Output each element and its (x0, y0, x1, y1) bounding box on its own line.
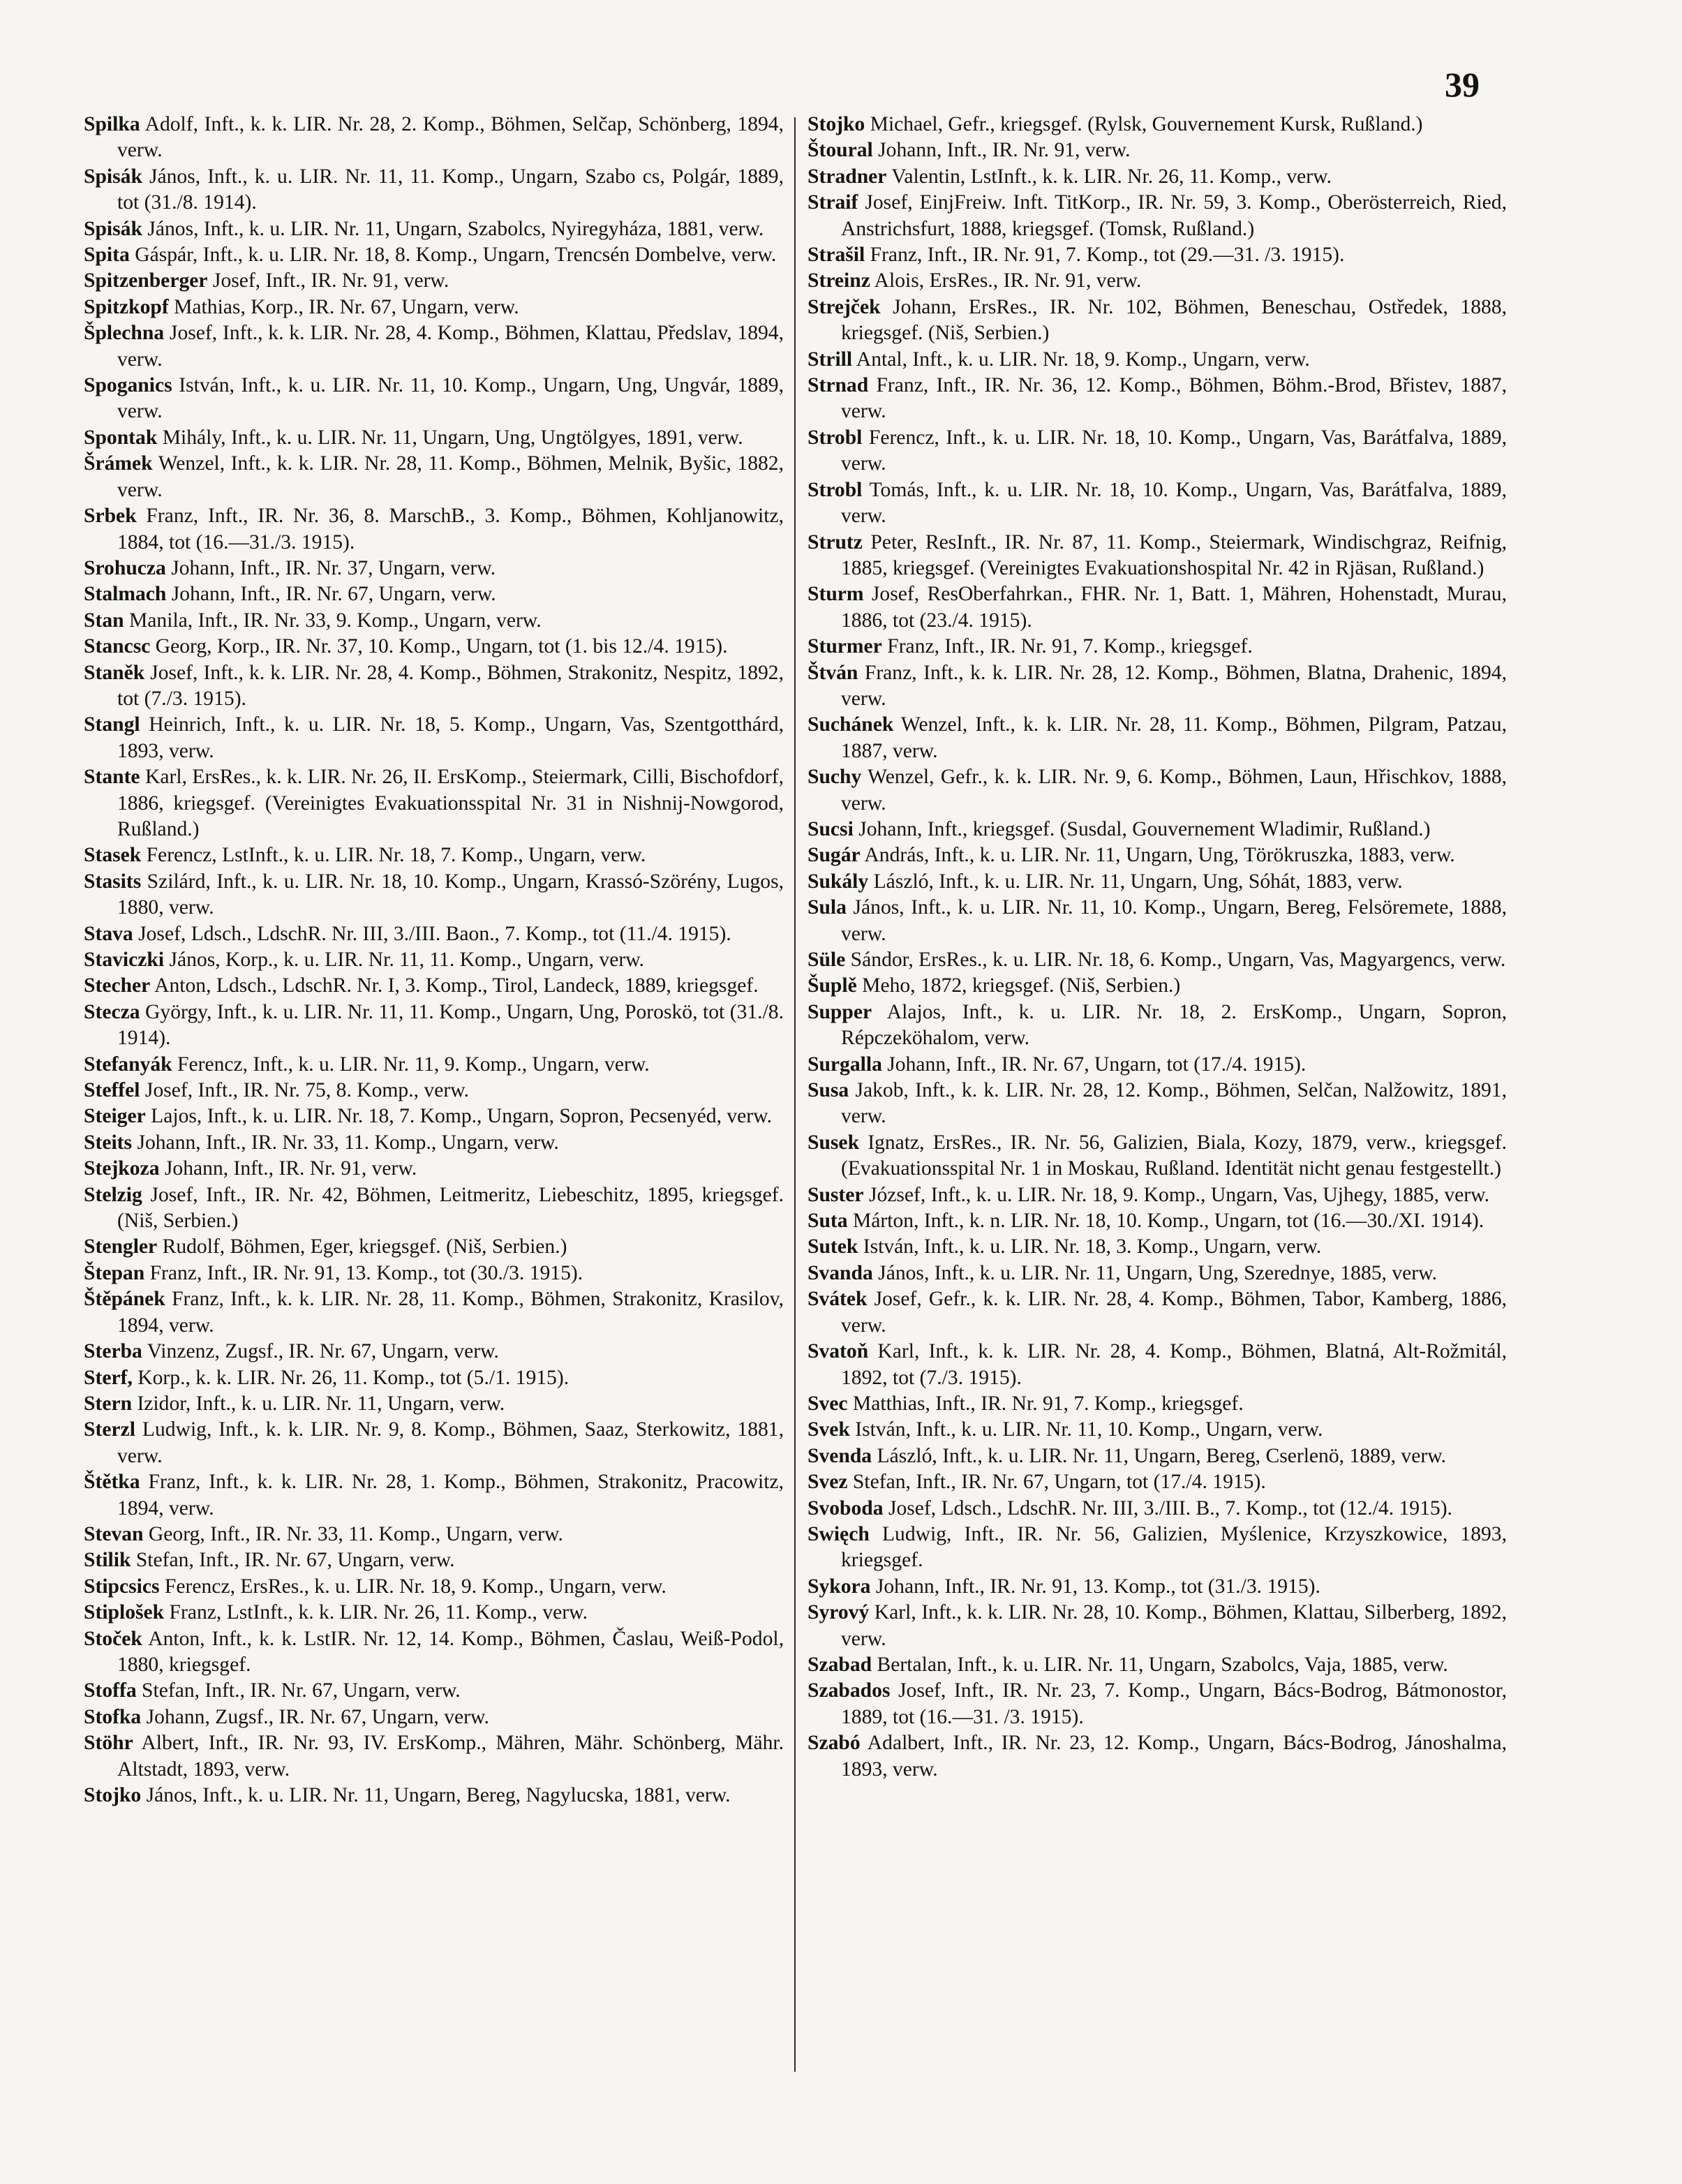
entry-details: Georg, Inft., IR. Nr. 33, 11. Komp., Ungarn, verw. (143, 1522, 563, 1545)
entry-details: István, Inft., k. u. LIR. Nr. 11, 10. Komp., Ungarn, Ung, Ungvár, 1889, verw. (117, 374, 784, 423)
entry-details: Johann, Inft., kriegsgef. (Susdal, Gouvernement Wladimir, Rußland.) (853, 817, 1431, 840)
entry-surname: Suchy (807, 766, 862, 789)
entry-details: András, Inft., k. u. LIR. Nr. 11, Ungarn, Ung, Törökruszka, 1883, verw. (860, 844, 1455, 867)
entry-surname: Steffel (84, 1079, 140, 1102)
entry-surname: Spisák (84, 217, 142, 240)
entry-surname: Spisák (84, 165, 142, 188)
entry-details: Korp., k. k. LIR. Nr. 26, 11. Komp., tot (5./1. 1915). (132, 1366, 570, 1389)
entry-details: Ferencz, Inft., k. u. LIR. Nr. 18, 10. Komp., Ungarn, Vas, Barátfalva, 1889, verw. (841, 426, 1507, 475)
entry-surname: Sykora (807, 1575, 871, 1598)
entry-details: Szilárd, Inft., k. u. LIR. Nr. 18, 10. Komp., Ungarn, Krassó-Szörény, Lugos, 1880, verw. (117, 870, 784, 919)
entry-surname: Stöhr (84, 1732, 133, 1755)
register-entry (84, 1286, 784, 1339)
entry-details: Johann, Inft., IR. Nr. 67, Ungarn, verw. (166, 583, 496, 606)
entry-details: Lajos, Inft., k. u. LIR. Nr. 18, 7. Komp., Ungarn, Sopron, Pecsenyéd, verw. (145, 1105, 773, 1128)
entry-surname: Susek (807, 1131, 860, 1154)
entry-details: Johann, Inft., IR. Nr. 37, Ungarn, verw. (165, 556, 496, 579)
entry-surname: Streinz (807, 269, 870, 292)
entry-details: Anton, Ldsch., LdschR. Nr. I, 3. Komp., Tirol, Landeck, 1889, kriegsgef. (150, 974, 759, 997)
entry-details: Josef, ResOberfahrkan., FHR. Nr. 1, Batt. 1, Mähren, Hohenstadt, Murau, 1886, tot (23./4. 1915). (841, 583, 1507, 632)
entry-details: Ferencz, LstInft., k. u. LIR. Nr. 18, 7. Komp., Ungarn, verw. (141, 844, 646, 867)
entry-surname: Stoffa (84, 1679, 137, 1702)
register-entry (807, 1574, 1507, 1600)
register-entry (807, 1496, 1507, 1522)
register-entry (807, 1182, 1507, 1208)
entry-surname: Svez (807, 1471, 848, 1494)
entry-details: Franz, Inft., k. k. LIR. Nr. 28, 11. Komp., Böhmen, Strakonitz, Krasilov, 1894, verw. (117, 1288, 784, 1337)
entry-details: Josef, Inft., IR. Nr. 91, verw. (207, 269, 449, 292)
register-entry (807, 242, 1507, 268)
entry-details: Josef, Gefr., k. k. LIR. Nr. 28, 4. Komp., Böhmen, Tabor, Kamberg, 1886, verw. (841, 1288, 1507, 1337)
entry-details: Márton, Inft., k. n. LIR. Nr. 18, 10. Komp., Ungarn, tot (16.—30./XI. 1914). (847, 1210, 1484, 1233)
register-entry (807, 842, 1507, 868)
entry-details: Karl, Inft., k. k. LIR. Nr. 28, 10. Komp., Böhmen, Klattau, Silberberg, 1892, verw. (841, 1601, 1507, 1650)
entry-surname: Štěpánek (84, 1288, 165, 1311)
register-entry (807, 190, 1507, 242)
entry-details: Josef, Ldsch., LdschR. Nr. III, 3./III. B., 7. Komp., tot (12./4. 1915). (883, 1496, 1452, 1520)
entry-surname: Stecher (84, 974, 151, 997)
register-entry (807, 1078, 1507, 1130)
register-entry (807, 1339, 1507, 1391)
entry-details: Franz, Inft., IR. Nr. 36, 8. MarschB., 3. Komp., Böhmen, Kohljanowitz, 1884, tot (16.—31./3. 1915). (117, 505, 784, 554)
register-entry (84, 1730, 784, 1783)
entry-surname: Stoček (84, 1627, 142, 1650)
entry-surname: Suster (807, 1183, 864, 1206)
entry-details: Alajos, Inft., k. u. LIR. Nr. 18, 2. ErsKomp., Ungarn, Sopron, Répczeköhalom, verw. (841, 1000, 1507, 1050)
page-number: 39 (1445, 65, 1480, 104)
entry-details: Stefan, Inft., IR. Nr. 67, Ungarn, tot (17./4. 1915). (847, 1471, 1266, 1494)
register-entry (807, 1208, 1507, 1234)
register-entry (807, 347, 1507, 373)
register-entry (807, 973, 1507, 999)
entry-details: Jakob, Inft., k. k. LIR. Nr. 28, 12. Komp., Böhmen, Selčan, Nalžowitz, 1891, verw. (841, 1079, 1507, 1128)
entry-surname: Šuplě (807, 974, 857, 997)
register-entry (807, 373, 1507, 425)
entry-details: Karl, Inft., k. k. LIR. Nr. 28, 4. Komp., Böhmen, Blatná, Alt-Rožmitál, 1892, tot (7./3. 1915). (841, 1340, 1507, 1389)
register-entry (84, 1156, 784, 1182)
entry-details: János, Inft., k. u. LIR. Nr. 11, Ungarn, Bereg, Nagylucska, 1881, verw. (141, 1784, 731, 1806)
entry-surname: Svátek (807, 1288, 868, 1311)
register-entry (84, 320, 784, 373)
entry-details: Franz, Inft., IR. Nr. 36, 12. Komp., Böhmen, Böhm.-Brod, Břistev, 1887, verw. (841, 374, 1507, 423)
entry-surname: Sterf, (84, 1366, 133, 1389)
register-entry (84, 164, 784, 216)
entry-surname: Svenda (807, 1444, 872, 1467)
entry-surname: Strutz (807, 530, 863, 554)
register-entry (807, 869, 1507, 895)
register-entry (807, 1730, 1507, 1783)
entry-surname: Šplechna (84, 322, 165, 345)
register-entry (84, 1391, 784, 1417)
entry-surname: Stecza (84, 1000, 140, 1023)
entry-details: Mihály, Inft., k. u. LIR. Nr. 11, Ungarn, Ung, Ungtölgyes, 1891, verw. (157, 426, 743, 449)
entry-surname: Spilka (84, 113, 140, 135)
register-entry (807, 1391, 1507, 1417)
entry-details: Johann, Inft., IR. Nr. 33, 11. Komp., Ungarn, verw. (132, 1131, 559, 1154)
entry-details: Johann, ErsRes., IR. Nr. 102, Böhmen, Beneschau, Ostředek, 1888, kriegsgef. (Niš, Serbien.) (841, 295, 1507, 345)
entry-surname: Stojko (807, 113, 865, 135)
register-entry (807, 112, 1507, 138)
entry-details: Ferencz, Inft., k. u. LIR. Nr. 11, 9. Komp., Ungarn, verw. (172, 1053, 650, 1076)
entry-surname: Stofka (84, 1705, 142, 1728)
entry-details: Ignatz, ErsRes., IR. Nr. 56, Galizien, Biala, Kozy, 1879, verw., kriegsgef. (Evakuationsspital Nr. 1 in Moskau, Rußland. Identität nicht genau festgestellt.) (841, 1131, 1507, 1180)
register-entry (807, 1417, 1507, 1443)
register-entry (84, 973, 784, 999)
register-entry (84, 425, 784, 451)
entry-details: Josef, Inft., k. k. LIR. Nr. 28, 4. Komp., Böhmen, Klattau, Předslav, 1894, verw. (117, 322, 784, 371)
entry-surname: Šrámek (84, 452, 153, 475)
register-entry (807, 764, 1507, 817)
entry-surname: Stern (84, 1392, 133, 1415)
entry-surname: Svoboda (807, 1496, 884, 1520)
entry-surname: Stasits (84, 870, 142, 893)
register-entry (807, 660, 1507, 713)
entry-details: Ludwig, Inft., k. k. LIR. Nr. 9, 8. Komp., Böhmen, Saaz, Sterkowitz, 1881, verw. (117, 1418, 784, 1467)
entry-surname: Stejkoza (84, 1157, 160, 1180)
register-entry (84, 660, 784, 713)
entry-surname: Stancsc (84, 635, 151, 658)
register-entry (807, 477, 1507, 530)
entry-surname: Surgalla (807, 1053, 882, 1076)
register-entry (84, 634, 784, 660)
entry-details: Johann, Zugsf., IR. Nr. 67, Ungarn, verw. (141, 1705, 489, 1728)
register-entry (84, 1365, 784, 1391)
entry-surname: Szabó (807, 1732, 861, 1755)
register-entry (84, 1574, 784, 1600)
entry-details: Johann, Inft., IR. Nr. 91, verw. (872, 139, 1131, 162)
entry-surname: Swięch (807, 1522, 870, 1545)
register-entry (84, 1547, 784, 1573)
entry-surname: Steits (84, 1131, 133, 1154)
register-entry (84, 503, 784, 556)
entry-details: Johann, Inft., IR. Nr. 67, Ungarn, tot (17./4. 1915). (881, 1053, 1307, 1076)
entry-details: János, Inft., k. u. LIR. Nr. 11, 11. Komp., Ungarn, Szabo cs, Polgár, 1889, tot (31./8. 1914). (117, 165, 784, 214)
entry-surname: Szabad (807, 1653, 872, 1676)
entry-details: Stefan, Inft., IR. Nr. 67, Ungarn, verw. (131, 1549, 455, 1572)
entry-details: Josef, Inft., IR. Nr. 42, Böhmen, Leitmeritz, Liebeschitz, 1895, kriegsgef. (Niš, Serbien.) (117, 1183, 784, 1233)
entry-details: Alois, ErsRes., IR. Nr. 91, verw. (870, 269, 1142, 292)
register-entry (84, 1052, 784, 1078)
entry-surname: Süle (807, 949, 846, 971)
entry-details: Josef, EinjFreiw. Inft. TitKorp., IR. Nr. 59, 3. Komp., Oberösterreich, Ried, Anstrichsfurt, 1888, kriegsgef. (Tomsk, Rußland.) (841, 191, 1507, 240)
register-entry (84, 1469, 784, 1522)
register-entry (84, 1678, 784, 1704)
entry-details: Ferencz, ErsRes., k. u. LIR. Nr. 18, 9. Komp., Ungarn, verw. (159, 1575, 667, 1598)
entry-surname: Sterba (84, 1340, 142, 1363)
entry-surname: Spoganics (84, 374, 172, 397)
register-entry (807, 1130, 1507, 1182)
register-entry (84, 112, 784, 164)
entry-surname: Stante (84, 766, 140, 789)
entry-details: Franz, Inft., k. k. LIR. Nr. 28, 12. Komp., Böhmen, Blatna, Drahenic, 1894, verw. (841, 661, 1507, 710)
entry-details: Gáspár, Inft., k. u. LIR. Nr. 18, 8. Komp., Ungarn, Trencsén Dombelve, verw. (129, 244, 777, 267)
register-entry (84, 1261, 784, 1286)
register-entry (84, 581, 784, 607)
entry-surname: Stangl (84, 713, 140, 736)
entry-details: Antal, Inft., k. u. LIR. Nr. 18, 9. Komp., Ungarn, verw. (852, 348, 1310, 371)
register-entry (807, 295, 1507, 347)
entry-surname: Stan (84, 609, 124, 632)
entry-details: Tomás, Inft., k. u. LIR. Nr. 18, 10. Komp., Ungarn, Vas, Barátfalva, 1889, verw. (841, 478, 1507, 528)
entry-details: Karl, ErsRes., k. k. LIR. Nr. 26, II. ErsKomp., Steiermark, Cilli, Bischofdorf, 1886, kriegsgef. (Vereinigtes Evakuationsspital Nr. 31 in Nishnij-Nowgorod, Rußland.) (117, 766, 784, 840)
column-rule (794, 117, 796, 2072)
register-entry (807, 712, 1507, 764)
entry-details: Adolf, Inft., k. k. LIR. Nr. 28, 2. Komp., Böhmen, Selčap, Schönberg, 1894, verw. (117, 113, 784, 162)
entry-surname: Suta (807, 1210, 848, 1233)
entry-details: Peter, ResInft., IR. Nr. 87, 11. Komp., Steiermark, Windischgraz, Reifnig, 1885, kriegsgef. (Vereinigtes Evakuationshospital Nr. 42 in Rjäsan, Rußland.) (841, 530, 1507, 579)
register-entry (84, 1417, 784, 1469)
entry-surname: Steiger (84, 1105, 146, 1128)
entry-surname: Srbek (84, 505, 137, 528)
entry-surname: Strobl (807, 426, 863, 449)
entry-details: Johann, Inft., IR. Nr. 91, verw. (159, 1157, 417, 1180)
entry-details: Wenzel, Gefr., k. k. LIR. Nr. 9, 6. Komp., Böhmen, Laun, Hřischkov, 1888, verw. (841, 766, 1507, 815)
entry-details: Rudolf, Böhmen, Eger, kriegsgef. (Niš, Serbien.) (157, 1235, 567, 1258)
right-column (807, 112, 1507, 1783)
register-entry (84, 1104, 784, 1129)
entry-surname: Syrový (807, 1601, 870, 1624)
entry-details: József, Inft., k. u. LIR. Nr. 18, 9. Komp., Ungarn, Vas, Ujhegy, 1885, verw. (863, 1183, 1490, 1206)
entry-details: István, Inft., k. u. LIR. Nr. 11, 10. Komp., Ungarn, verw. (849, 1418, 1323, 1441)
entry-details: Franz, Inft., IR. Nr. 91, 13. Komp., tot (30./3. 1915). (144, 1261, 583, 1284)
entry-details: János, Inft., k. u. LIR. Nr. 11, 10. Komp., Ungarn, Bereg, Felsöremete, 1888, verw. (841, 896, 1507, 945)
register-entry (807, 1000, 1507, 1052)
register-entry (84, 1522, 784, 1547)
entry-surname: Štoural (807, 139, 873, 162)
register-entry (84, 1600, 784, 1626)
entry-details: Johann, Inft., IR. Nr. 91, 13. Komp., tot (31./3. 1915). (870, 1575, 1320, 1598)
entry-details: Vinzenz, Zugsf., IR. Nr. 67, Ungarn, verw. (142, 1340, 499, 1363)
register-entry (807, 581, 1507, 634)
entry-details: Josef, Inft., IR. Nr. 75, 8. Komp., verw. (140, 1079, 470, 1102)
register-entry (84, 1130, 784, 1156)
register-entry (84, 764, 784, 842)
entry-details: János, Inft., k. u. LIR. Nr. 11, Ungarn, Szabolcs, Nyiregyháza, 1881, verw. (142, 217, 764, 240)
entry-surname: Stalmach (84, 583, 167, 606)
entry-details: Franz, Inft., IR. Nr. 91, 7. Komp., kriegsgef. (881, 635, 1253, 658)
register-entry (807, 138, 1507, 163)
entry-surname: Štván (807, 661, 858, 684)
entry-surname: Staněk (84, 661, 145, 684)
entry-surname: Staviczki (84, 949, 165, 971)
entry-surname: Stilik (84, 1549, 131, 1572)
register-entry (807, 1469, 1507, 1495)
entry-surname: Suchánek (807, 713, 894, 736)
register-entry (807, 1522, 1507, 1574)
entry-surname: Spitzkopf (84, 295, 169, 318)
register-entry (84, 216, 784, 242)
entry-details: Izidor, Inft., k. u. LIR. Nr. 11, Ungarn, verw. (132, 1392, 505, 1415)
entry-details: László, Inft., k. u. LIR. Nr. 11, Ungarn, Bereg, Cserlenö, 1889, verw. (872, 1444, 1447, 1467)
entry-details: István, Inft., k. u. LIR. Nr. 18, 3. Komp., Ungarn, verw. (858, 1235, 1322, 1258)
register-entry (84, 1182, 784, 1235)
entry-surname: Stava (84, 922, 133, 945)
entry-surname: Strašil (807, 244, 865, 267)
entry-details: Josef, Inft., IR. Nr. 23, 7. Komp., Ungarn, Bács-Bodrog, Bátmonostor, 1889, tot (16.—31. /3. 1915). (841, 1679, 1507, 1728)
entry-details: Josef, Inft., k. k. LIR. Nr. 28, 4. Komp., Böhmen, Strakonitz, Nespitz, 1892, tot (7./3. 1915). (117, 661, 784, 710)
register-entry (84, 242, 784, 268)
register-entry (84, 295, 784, 320)
register-entry (807, 1261, 1507, 1286)
entry-surname: Spitzenberger (84, 269, 208, 292)
entry-details: János, Inft., k. u. LIR. Nr. 11, Ungarn, Ung, Szerednye, 1885, verw. (872, 1261, 1437, 1284)
register-entry (84, 842, 784, 868)
entry-surname: Strill (807, 348, 853, 371)
entry-details: László, Inft., k. u. LIR. Nr. 11, Ungarn, Ung, Sóhát, 1883, verw. (868, 870, 1403, 893)
register-entry (84, 373, 784, 425)
entry-surname: Strejček (807, 295, 881, 318)
register-entry (807, 1286, 1507, 1339)
register-entry (84, 1704, 784, 1730)
register-entry (84, 1339, 784, 1365)
register-entry (807, 530, 1507, 582)
register-entry (84, 268, 784, 294)
register-entry (84, 921, 784, 947)
entry-surname: Sutek (807, 1235, 858, 1258)
register-entry (807, 1600, 1507, 1652)
register-entry (807, 1443, 1507, 1469)
entry-surname: Štepan (84, 1261, 145, 1284)
entry-details: Adalbert, Inft., IR. Nr. 23, 12. Komp., Ungarn, Bács-Bodrog, Jánoshalma, 1893, verw. (841, 1732, 1507, 1781)
entry-details: Heinrich, Inft., k. u. LIR. Nr. 18, 5. Komp., Ungarn, Vas, Szentgotthárd, 1893, verw. (117, 713, 784, 762)
entry-surname: Strnad (807, 374, 869, 397)
entry-details: János, Korp., k. u. LIR. Nr. 11, 11. Komp., Ungarn, verw. (164, 949, 645, 971)
entry-details: Josef, Ldsch., LdschR. Nr. III, 3./III. Baon., 7. Komp., tot (11./4. 1915). (133, 922, 731, 945)
register-entry (84, 451, 784, 503)
entry-details: Wenzel, Inft., k. k. LIR. Nr. 28, 11. Komp., Böhmen, Pilgram, Patzau, 1887, verw. (841, 713, 1507, 762)
register-entry (807, 817, 1507, 842)
entry-details: Bertalan, Inft., k. u. LIR. Nr. 11, Ungarn, Szabolcs, Vaja, 1885, verw. (872, 1653, 1448, 1676)
register-entry (807, 268, 1507, 294)
entry-surname: Svek (807, 1418, 850, 1441)
entry-details: Anton, Inft., k. k. LstIR. Nr. 12, 14. Komp., Böhmen, Časlau, Weiß-Podol, 1880, kriegsgef. (117, 1627, 784, 1676)
entry-surname: Stipcsics (84, 1575, 160, 1598)
register-entry (807, 164, 1507, 190)
register-entry (84, 1626, 784, 1679)
entry-surname: Štětka (84, 1471, 140, 1494)
entry-details: Franz, Inft., IR. Nr. 91, 7. Komp., tot (29.—31. /3. 1915). (865, 244, 1345, 267)
entry-details: Michael, Gefr., kriegsgef. (Rylsk, Gouvernement Kursk, Rußland.) (865, 113, 1423, 135)
register-entry (807, 1052, 1507, 1078)
entry-surname: Spontak (84, 426, 158, 449)
entry-details: Ludwig, Inft., IR. Nr. 56, Galizien, Myślenice, Krzyszkowice, 1893, kriegsgef. (841, 1522, 1507, 1572)
register-entry (807, 1234, 1507, 1260)
entry-surname: Stengler (84, 1235, 158, 1258)
left-column (84, 112, 784, 1808)
register-entry (84, 1783, 784, 1808)
entry-details: Franz, LstInft., k. k. LIR. Nr. 26, 11. Komp., verw. (164, 1601, 588, 1624)
entry-surname: Sterzl (84, 1418, 135, 1441)
entry-surname: Svanda (807, 1261, 873, 1284)
entry-details: Franz, Inft., k. k. LIR. Nr. 28, 1. Komp., Böhmen, Strakonitz, Pracowitz, 1894, verw. (117, 1471, 784, 1520)
entry-surname: Svec (807, 1392, 848, 1415)
entry-details: Mathias, Korp., IR. Nr. 67, Ungarn, verw. (168, 295, 519, 318)
entry-surname: Strobl (807, 478, 863, 501)
entry-surname: Susa (807, 1079, 849, 1102)
register-entry (84, 1000, 784, 1052)
register-entry (84, 608, 784, 634)
entry-details: Valentin, LstInft., k. k. LIR. Nr. 26, 11. Komp., verw. (886, 165, 1332, 188)
register-entry (807, 895, 1507, 947)
register-entry (84, 556, 784, 581)
entry-surname: Stefanyák (84, 1053, 172, 1076)
register-entry (84, 869, 784, 921)
entry-surname: Srohucza (84, 556, 166, 579)
register-entry (807, 1678, 1507, 1730)
entry-details: Stefan, Inft., IR. Nr. 67, Ungarn, verw. (136, 1679, 461, 1702)
entry-surname: Sugár (807, 844, 861, 867)
entry-surname: Svatoň (807, 1340, 869, 1363)
entry-details: Wenzel, Inft., k. k. LIR. Nr. 28, 11. Komp., Böhmen, Melnik, Byšic, 1882, verw. (117, 452, 784, 501)
entry-surname: Stiplošek (84, 1601, 165, 1624)
entry-surname: Straif (807, 191, 858, 214)
entry-surname: Sukály (807, 870, 869, 893)
entry-surname: Supper (807, 1000, 872, 1023)
entry-details: Matthias, Inft., IR. Nr. 91, 7. Komp., kriegsgef. (847, 1392, 1244, 1415)
register-entry (807, 425, 1507, 477)
register-entry (84, 1078, 784, 1104)
register-entry (807, 947, 1507, 973)
entry-surname: Stasek (84, 844, 142, 867)
entry-surname: Stradner (807, 165, 887, 188)
register-entry (84, 947, 784, 973)
entry-details: Albert, Inft., IR. Nr. 93, IV. ErsKomp., Mähren, Mähr. Schönberg, Mähr. Altstadt, 1893, verw. (117, 1732, 784, 1781)
entry-surname: Spita (84, 244, 130, 267)
entry-details: Sándor, ErsRes., k. u. LIR. Nr. 18, 6. Komp., Ungarn, Vas, Magyargencs, verw. (845, 949, 1506, 971)
entry-surname: Sucsi (807, 817, 854, 840)
entry-surname: Stevan (84, 1522, 144, 1545)
entry-surname: Sturmer (807, 635, 882, 658)
entry-details: Meho, 1872, kriegsgef. (Niš, Serbien.) (856, 974, 1181, 997)
entry-surname: Sula (807, 896, 847, 919)
entry-surname: Sturm (807, 583, 864, 606)
entry-surname: Stojko (84, 1784, 142, 1806)
entry-details: György, Inft., k. u. LIR. Nr. 11, 11. Komp., Ungarn, Ung, Poroskö, tot (31./8. 1914). (117, 1000, 784, 1050)
entry-surname: Szabados (807, 1679, 891, 1702)
register-entry (807, 1652, 1507, 1678)
entry-surname: Stelzig (84, 1183, 142, 1206)
register-entry (84, 1234, 784, 1260)
entry-details: Manila, Inft., IR. Nr. 33, 9. Komp., Ungarn, verw. (124, 609, 542, 632)
register-entry (807, 634, 1507, 660)
entry-details: Georg, Korp., IR. Nr. 37, 10. Komp., Ungarn, tot (1. bis 12./4. 1915). (150, 635, 728, 658)
register-entry (84, 712, 784, 764)
